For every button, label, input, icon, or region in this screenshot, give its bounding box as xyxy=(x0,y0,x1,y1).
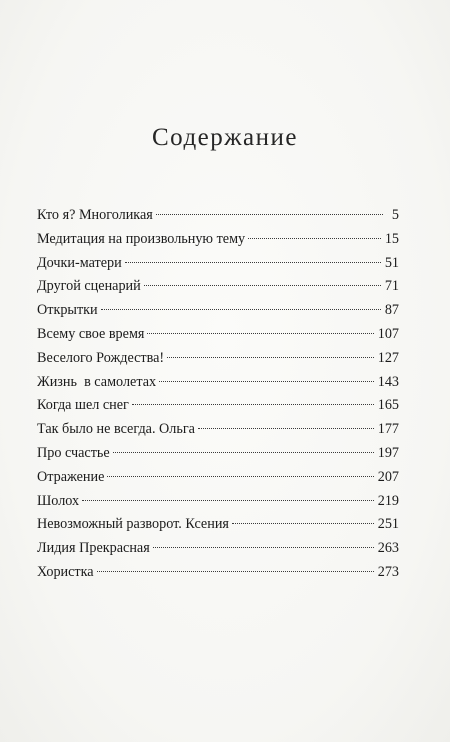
toc-entry-title: Другой сценарий xyxy=(37,278,141,295)
toc-entry xyxy=(37,442,399,466)
toc-entry-page: 5 xyxy=(391,207,399,223)
toc-entry-title: Всему свое время xyxy=(37,325,145,342)
toc-entry-page: 143 xyxy=(377,373,399,390)
toc-entry-page: 197 xyxy=(377,444,399,461)
toc-entry xyxy=(37,275,399,299)
toc-entry-title: Про счастье xyxy=(37,444,110,461)
toc-entry xyxy=(37,323,399,347)
toc-entry xyxy=(37,371,399,395)
toc-entry-page: 219 xyxy=(377,492,399,509)
toc-entry-page: 273 xyxy=(377,563,399,580)
toc-entry-page: 207 xyxy=(377,468,399,485)
toc-entry-title: Медитация на произвольную тему xyxy=(37,230,246,247)
toc-entry-title: Открытки xyxy=(37,302,98,319)
toc-entry xyxy=(37,228,399,252)
toc-entry-title: Невозможный разворот. Ксения xyxy=(37,516,229,533)
toc-entry-page: 165 xyxy=(377,397,399,414)
dot-leader xyxy=(144,285,381,286)
toc-entry-page: 127 xyxy=(377,349,399,366)
toc-entry-page: 107 xyxy=(377,325,399,342)
contents-title: Содержание xyxy=(152,124,298,151)
toc-entry xyxy=(37,513,399,537)
toc-entry-page: 251 xyxy=(377,516,399,533)
toc-entry xyxy=(37,537,399,561)
toc-entry-page: 263 xyxy=(377,540,399,557)
dot-leader xyxy=(82,500,374,501)
toc-entry-title: Отражение xyxy=(37,468,105,485)
toc-entry-title: Когда шел снег xyxy=(37,397,129,414)
dot-leader xyxy=(198,428,374,429)
dot-leader xyxy=(107,476,373,477)
toc-entry-title: Шолох xyxy=(37,492,80,509)
toc-entry-page: 71 xyxy=(384,278,399,295)
toc-entry xyxy=(37,561,399,585)
toc-entry xyxy=(37,490,399,514)
dot-leader xyxy=(147,333,373,334)
toc-entry-title: Хористка xyxy=(37,563,94,580)
dot-leader xyxy=(132,404,374,405)
table-of-contents xyxy=(37,204,399,585)
toc-entry-title: Дочки-матери xyxy=(37,254,122,271)
toc-entry xyxy=(37,394,399,418)
toc-entry-title: Лидия Прекрасная xyxy=(37,540,150,557)
dot-leader xyxy=(159,381,374,382)
toc-entry-page: 87 xyxy=(384,302,399,319)
toc-entry xyxy=(37,466,399,490)
toc-entry-page: 15 xyxy=(384,230,399,247)
dot-leader xyxy=(156,214,383,215)
dot-leader xyxy=(97,571,374,572)
toc-entry-title: Жизнь в самолетах xyxy=(37,373,157,390)
toc-entry xyxy=(37,418,399,442)
dot-leader xyxy=(232,523,374,524)
toc-entry xyxy=(37,204,399,228)
toc-entry xyxy=(37,299,399,323)
toc-entry-title: Веселого Рождества! xyxy=(37,349,165,366)
dot-leader xyxy=(125,262,381,263)
dot-leader xyxy=(248,238,381,239)
toc-entry xyxy=(37,252,399,276)
toc-entry xyxy=(37,347,399,371)
dot-leader xyxy=(167,357,374,358)
dot-leader xyxy=(113,452,374,453)
toc-entry-title: Кто я? Многоликая xyxy=(37,207,153,223)
dot-leader xyxy=(153,547,374,548)
toc-entry-title: Так было не всегда. Ольга xyxy=(37,421,195,438)
toc-entry-page: 177 xyxy=(377,421,399,438)
toc-entry-page: 51 xyxy=(384,254,399,271)
dot-leader xyxy=(101,309,381,310)
